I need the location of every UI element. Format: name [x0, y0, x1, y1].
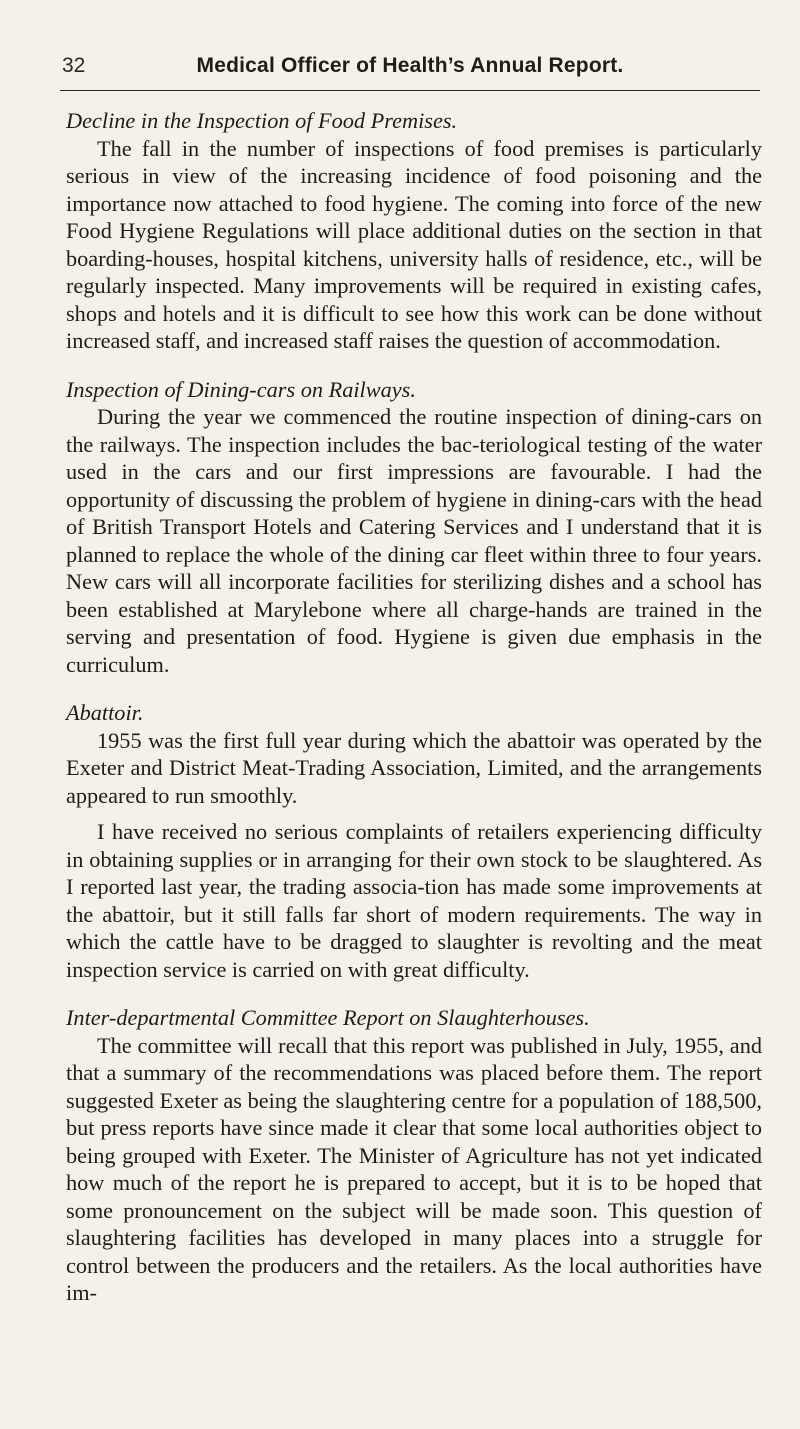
paragraph: The fall in the number of inspections of food premises is particularly serious in view of the increasing incidence of food poisoning and the importance now attached to food hygiene. The coming into force of the new Food Hygiene Regulations will place additional duties on the section in that boarding-houses, hospital kitchens, university halls of residence, etc., will be regularly inspected. Many improvements will be required in existing cafes, shops and hotels and it is difficult to see how this work can be done without increased staff, and increased staff raises the question of accommodation.: [66, 135, 762, 353]
section-heading: Decline in the Inspection of Food Premises.: [66, 108, 458, 133]
running-title: Medical Officer of Health’s Annual Report.: [196, 54, 624, 77]
page-header: [60, 50, 760, 91]
section-food-premises: [66, 107, 762, 355]
paragraph: During the year we commenced the routine inspection of dining-cars on the railways. The inspection includes the bac-teriological testing of the water used in the cars and our first impressions are favourable. I had the opportunity of discussing the problem of hygiene in dining-cars with the head of British Transport Hotels and Catering Services and I understand that it is planned to replace the whole of the dining car fleet within three to four years. New cars will all incorporate facilities for sterilizing dishes and a school has been established at Marylebone where all charge-hands are trained in the serving and presentation of food. Hygiene is given due emphasis in the curriculum.: [66, 404, 762, 677]
paragraph: I have received no serious complaints of retailers experiencing difficulty in obtaining supplies or in arranging for their own stock to be slaughtered. As I reported last year, the trading associa-tion has made some improvements at the abattoir, but it still falls far short of modern requirements. The way in which the cattle have to be dragged to slaughter is revolting and the meat inspection service is carried on with great difficulty.: [66, 819, 762, 982]
section-dining-cars: [66, 376, 762, 679]
section-slaughterhouses: [66, 1004, 762, 1307]
paragraph: 1955 was the first full year during which the abattoir was operated by the Exeter and District Meat-Trading Association, Limited, and the arrangements appeared to run smoothly.: [66, 727, 762, 808]
page-number: 32: [62, 54, 86, 77]
section-heading: Inter-departmental Committee Report on Slaughterhouses.: [66, 1005, 590, 1030]
paragraph: The committee will recall that this report was published in July, 1955, and that a summary of the recommendations was placed before them. The report suggested Exeter as being the slaughtering centre for a population of 188,500, but press reports have since made it clear that some local authorities object to being grouped with Exeter. The Minister of Agriculture has not yet indicated how much of the report he is prepared to accept, but it is to be hoped that some pronouncement on the subject will be made soon. This question of slaughtering facilities has developed in many places into a struggle for control between the producers and the retailers. As the local authorities have im-: [66, 1032, 762, 1305]
section-abattoir: [66, 699, 762, 983]
body-text: [66, 107, 762, 1328]
section-heading: Inspection of Dining-cars on Railways.: [66, 376, 416, 402]
section-heading: Abattoir.: [66, 700, 144, 725]
